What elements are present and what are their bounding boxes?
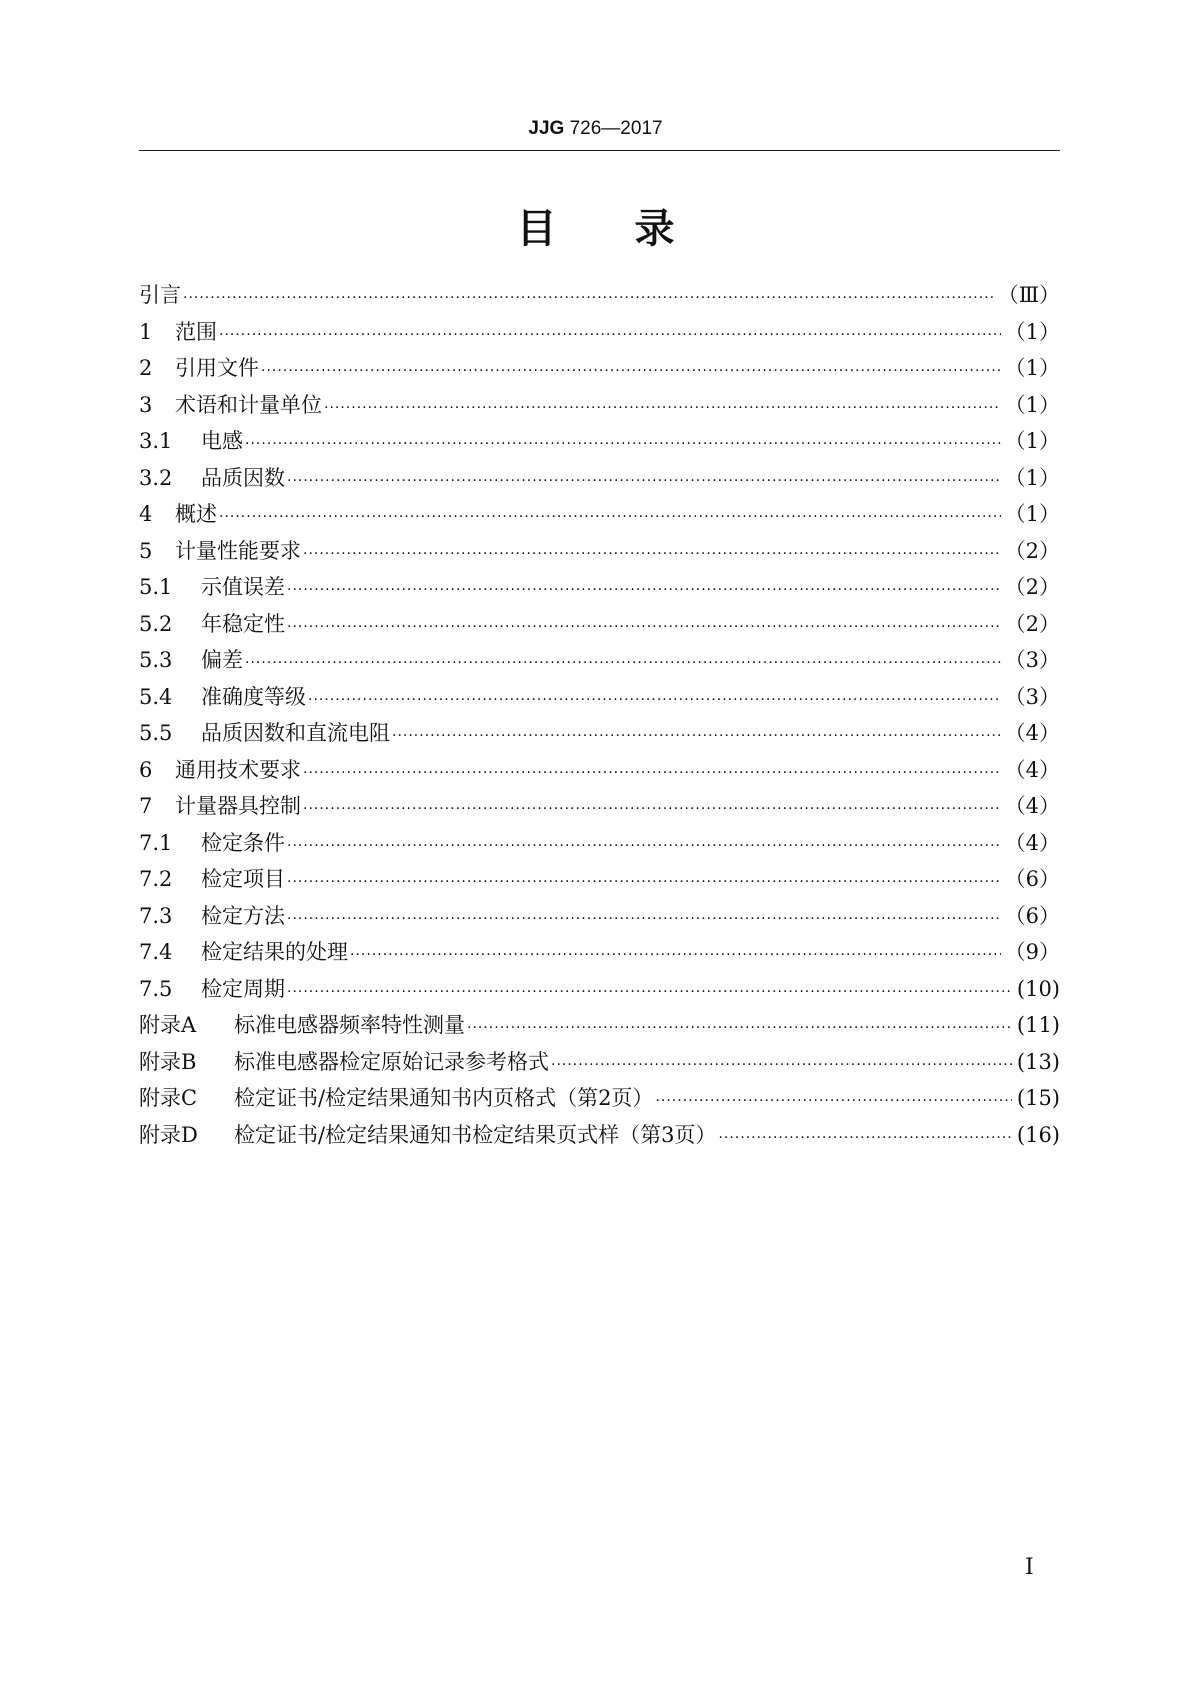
toc-entry[interactable]	[139, 1044, 1060, 1081]
toc-entry[interactable]	[139, 606, 1060, 643]
toc-entry[interactable]	[139, 569, 1060, 606]
toc-entry-title: 引用文件	[175, 356, 259, 380]
toc-entry-title: 检定结果的处理	[201, 940, 348, 964]
toc-dot-leader	[303, 755, 1001, 792]
header-rule	[139, 150, 1060, 151]
toc-dot-leader	[219, 317, 1001, 354]
toc-entry[interactable]	[139, 971, 1060, 1008]
toc-dot-leader	[287, 864, 1001, 901]
toc-entry-title: 检定项目	[201, 867, 285, 891]
toc-entry-title: 检定方法	[201, 903, 285, 928]
toc-entry-number: 5.2	[139, 611, 173, 636]
toc-dot-leader	[718, 1120, 1012, 1157]
toc-dot-leader	[392, 718, 1001, 755]
toc-entry-number: 附录A	[139, 1013, 197, 1037]
toc-entry-title: 概述	[175, 502, 217, 526]
toc-entry-number: 3	[139, 392, 153, 417]
toc-dot-leader	[655, 1083, 1012, 1120]
toc-entry-page: （1）	[1004, 429, 1060, 453]
toc-entry[interactable]	[139, 934, 1060, 971]
toc-entry-title: 示值误差	[201, 575, 285, 599]
toc-dot-leader	[287, 974, 1012, 1011]
toc-title: 目录	[516, 206, 753, 252]
toc-entry-number: 附录C	[139, 1086, 198, 1110]
toc-entry-number: 7.1	[139, 830, 173, 855]
toc-entry-number: 1	[139, 319, 153, 344]
toc-entry-page: （2）	[1004, 575, 1060, 599]
toc-dot-leader	[183, 280, 994, 317]
toc-entry-title: 范围	[175, 319, 217, 344]
toc-dot-leader	[287, 572, 1001, 609]
toc-entry-page: （2）	[1004, 538, 1060, 563]
toc-entry-title: 检定证书/检定结果通知书内页格式（第2页）	[234, 1086, 654, 1110]
toc-entry[interactable]	[139, 715, 1060, 752]
toc-entry-title: 年稳定性	[201, 611, 285, 636]
toc-entry-title: 检定周期	[201, 976, 285, 1001]
toc-entry[interactable]	[139, 1007, 1060, 1044]
running-header	[0, 118, 1191, 140]
toc-entry-number: 7	[139, 794, 153, 818]
toc-entry[interactable]	[139, 752, 1060, 789]
toc-entry-number: 7.3	[139, 903, 173, 928]
toc-entry[interactable]	[139, 861, 1060, 898]
toc-entry-page: （1）	[1004, 392, 1060, 417]
toc-entry-title: 偏差	[201, 648, 243, 672]
toc-entry-title: 计量器具控制	[175, 794, 301, 818]
toc-dot-leader	[324, 390, 1001, 427]
toc-entry-page: （1）	[1004, 465, 1060, 490]
toc-entry-page: （4）	[1004, 721, 1060, 745]
toc-entry[interactable]	[139, 496, 1060, 533]
toc-entry-title: 标准电感器检定原始记录参考格式	[234, 1049, 549, 1074]
toc-entry-page: （4）	[1004, 794, 1060, 818]
toc-entry-number: 7.4	[139, 940, 173, 964]
toc-entry-title: 检定条件	[201, 830, 285, 855]
toc-entry-title: 标准电感器频率特性测量	[234, 1013, 465, 1037]
toc-entry-page: （3）	[1004, 684, 1060, 709]
toc-entry[interactable]	[139, 1080, 1060, 1117]
toc-entry-title: 品质因数和直流电阻	[201, 721, 390, 745]
toc-entry-page: （9）	[1004, 940, 1060, 964]
toc-entry-number: 5.3	[139, 648, 173, 672]
toc-entry-page: （Ⅲ）	[997, 283, 1060, 307]
toc-entry-number: 7.2	[139, 867, 173, 891]
toc-dot-leader	[303, 791, 1001, 828]
table-of-contents	[139, 277, 1060, 1153]
toc-entry-title: 计量性能要求	[175, 538, 301, 563]
toc-entry-title: 电感	[201, 429, 243, 453]
toc-dot-leader	[245, 426, 1001, 463]
toc-entry-title: 通用技术要求	[175, 757, 301, 782]
standard-number: 726—2017	[569, 118, 663, 139]
toc-entry[interactable]	[139, 642, 1060, 679]
toc-entry-number: 3.2	[139, 465, 173, 490]
toc-entry[interactable]	[139, 533, 1060, 570]
toc-entry[interactable]	[139, 1117, 1060, 1154]
toc-entry-number: 5.1	[139, 575, 173, 599]
toc-entry-page: （4）	[1004, 830, 1060, 855]
toc-entry-number: 6	[139, 757, 153, 782]
toc-dot-leader	[245, 645, 1001, 682]
toc-dot-leader	[287, 463, 1001, 500]
toc-entry-number: 附录D	[139, 1122, 198, 1147]
toc-dot-leader	[219, 499, 1001, 536]
toc-entry-title: 术语和计量单位	[175, 392, 322, 417]
toc-entry-page: （1）	[1004, 356, 1060, 380]
toc-entry-number: 2	[139, 356, 153, 380]
toc-entry[interactable]	[139, 314, 1060, 351]
toc-dot-leader	[551, 1047, 1012, 1084]
toc-entry[interactable]	[139, 350, 1060, 387]
toc-entry-page: (15)	[1016, 1086, 1060, 1110]
standard-prefix: JJG	[528, 118, 565, 139]
toc-entry-page: （2）	[1004, 611, 1060, 636]
toc-entry-number: 7.5	[139, 976, 173, 1001]
toc-entry-number: 5	[139, 538, 153, 563]
toc-entry-title: 引言	[139, 283, 181, 307]
toc-entry-page: (10)	[1016, 976, 1060, 1001]
toc-entry-number: 附录B	[139, 1049, 197, 1074]
toc-entry-title: 准确度等级	[201, 684, 306, 709]
toc-dot-leader	[261, 353, 1001, 390]
toc-entry[interactable]	[139, 898, 1060, 935]
toc-entry-page: （6）	[1004, 867, 1060, 891]
toc-entry-title: 检定证书/检定结果通知书检定结果页式样（第3页）	[234, 1122, 717, 1147]
toc-entry-number: 5.4	[139, 684, 173, 709]
toc-entry-page: （1）	[1004, 502, 1060, 526]
toc-entry-page: (16)	[1016, 1122, 1060, 1147]
toc-entry-page: (11)	[1016, 1013, 1060, 1037]
toc-entry[interactable]	[139, 788, 1060, 825]
toc-entry-number: 5.5	[139, 721, 173, 745]
toc-dot-leader	[287, 901, 1001, 938]
toc-entry-page: （1）	[1004, 319, 1060, 344]
toc-dot-leader	[303, 536, 1001, 573]
toc-entry[interactable]	[139, 423, 1060, 460]
toc-entry-page: （4）	[1004, 757, 1060, 782]
page-number: I	[1025, 1555, 1034, 1580]
toc-entry-number: 4	[139, 502, 153, 526]
toc-entry-page: (13)	[1016, 1049, 1060, 1074]
toc-entry[interactable]	[139, 825, 1060, 862]
toc-entry[interactable]	[139, 460, 1060, 497]
toc-entry[interactable]	[139, 277, 1060, 314]
toc-entry-title: 品质因数	[201, 465, 285, 490]
toc-entry-page: （3）	[1004, 648, 1060, 672]
toc-entry[interactable]	[139, 387, 1060, 424]
toc-entry-page: （6）	[1004, 903, 1060, 928]
toc-dot-leader	[287, 828, 1001, 865]
toc-dot-leader	[350, 937, 1001, 974]
toc-dot-leader	[287, 609, 1001, 646]
toc-entry[interactable]	[139, 679, 1060, 716]
toc-dot-leader	[308, 682, 1001, 719]
toc-dot-leader	[467, 1010, 1012, 1047]
toc-entry-number: 3.1	[139, 429, 173, 453]
